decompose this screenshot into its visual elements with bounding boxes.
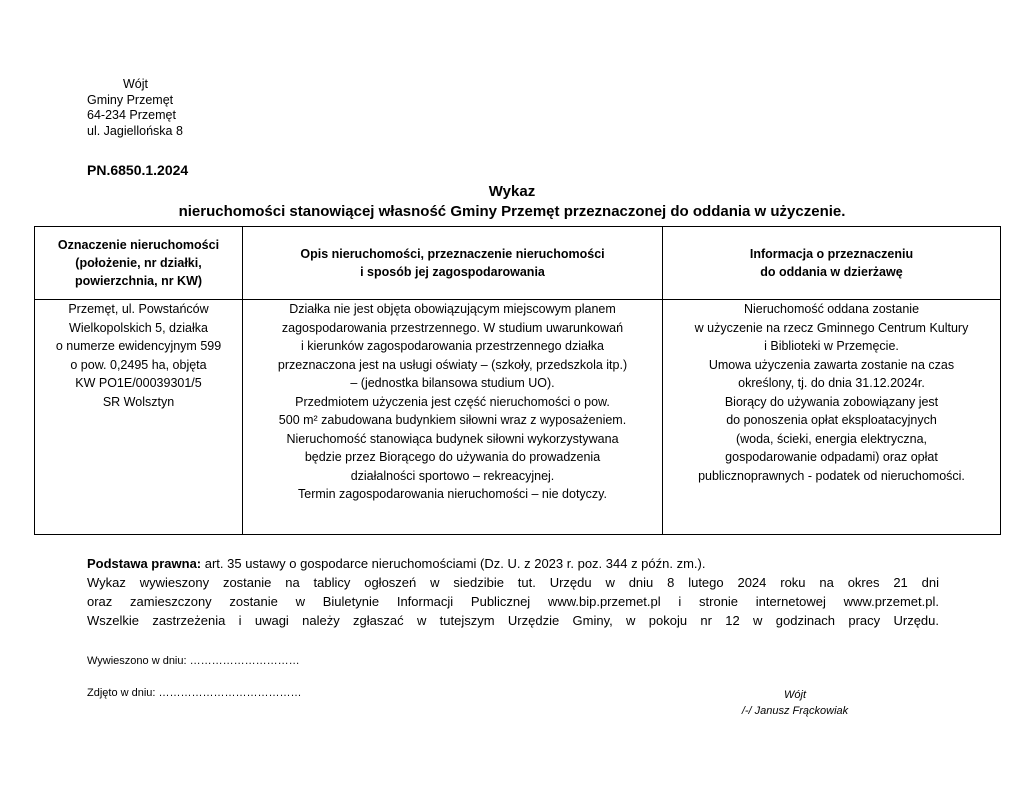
document-title: Wykaz bbox=[488, 183, 536, 200]
signature-title: Wójt bbox=[784, 689, 806, 701]
property-table bbox=[34, 226, 1001, 535]
cell-property-description: Działka nie jest objęta obowiązującym miejscowym planem zagospodarowania przestrzennego. W studium uwarunkowań i kierunków zagospodarowania przestrzennego działka przeznaczona jest na usługi oświaty – (szkoły, przedszkola itp.) – (jednostka bilansowa studium UO). Przedmiotem użyczenia jest część nieruchomości o pow. 500 m² zabudowana budynkiem siłowni wraz z wyposażeniem. Nieruchomość stanowiąca budynek siłowni wykorzystywana będzie przez Biorącego do używania do prowadzenia działalności sportowo – rekreacyjnej. Termin zagospodarowania nieruchomości – nie dotyczy. bbox=[243, 300, 663, 535]
legal-basis-label: Podstawa prawna: bbox=[87, 556, 202, 571]
cell-purpose-info: Nieruchomość oddana zostanie w użyczenie na rzecz Gminnego Centrum Kultury i Biblioteki w Przemęcie. Umowa użyczenia zawarta zostanie na czas określony, tj. do dnia 31.12.2024r. Biorący do używania zobowiązany jest do ponoszenia opłat eksploatacyjnych (woda, ścieki, energia elektryczna, gospodarowanie odpadami) oraz opłat publicznoprawnych - podatek od nieruchomości. bbox=[663, 300, 1001, 535]
table-header-row bbox=[35, 227, 1001, 300]
posting-info-line-2: oraz zamieszczony zostanie w Biuletynie Informacji Publicznej www.bip.przemet.pl i stronie internetowej www.przemet.pl. bbox=[87, 594, 939, 609]
posting-info-line-3: Wszelkie zastrzeżenia i uwagi należy zgłaszać w tutejszym Urzędzie Gminy, w pokoju nr 12 w godzinach pracy Urzędu. bbox=[87, 613, 939, 628]
document-subtitle: nieruchomości stanowiącej własność Gminy Przemęt przeznaczonej do oddania w użyczenie. bbox=[178, 203, 846, 220]
removed-date-field: Zdjęto w dniu: ………………………………… bbox=[87, 687, 302, 699]
posted-date-field: Wywieszono w dniu: ………………………… bbox=[87, 655, 300, 667]
address-line-municipality: Gminy Przemęt bbox=[87, 92, 174, 107]
legal-basis bbox=[87, 554, 939, 573]
cell-property-designation: Przemęt, ul. Powstańców Wielkopolskich 5, działka o numerze ewidencyjnym 599 o pow. 0,2495 ha, objęta KW PO1E/00039301/5 SR Wolsztyn bbox=[35, 300, 243, 535]
legal-section bbox=[87, 554, 939, 630]
address-line-street: ul. Jagiellońska 8 bbox=[87, 123, 183, 138]
legal-basis-text: art. 35 ustawy o gospodarce nieruchomościami (Dz. U. z 2023 r. poz. 344 z późn. zm.). bbox=[201, 556, 706, 571]
header-purpose-info: Informacja o przeznaczeniu do oddania w dzierżawę bbox=[663, 227, 1001, 300]
header-property-description: Opis nieruchomości, przeznaczenie nieruchomości i sposób jej zagospodarowania bbox=[243, 227, 663, 300]
signature-block bbox=[700, 687, 890, 719]
address-block bbox=[87, 77, 183, 139]
reference-number: PN.6850.1.2024 bbox=[87, 162, 189, 178]
signature-name: /-/ Janusz Frąckowiak bbox=[741, 705, 849, 717]
address-line-postal: 64-234 Przemęt bbox=[87, 108, 176, 122]
address-line-office: Wójt bbox=[123, 77, 148, 91]
posting-info-line-1: Wykaz wywieszony zostanie na tablicy ogłoszeń w siedzibie tut. Urzędu w dniu 8 lutego 2024 roku na okres 21 dni bbox=[87, 575, 939, 590]
header-property-designation: Oznaczenie nieruchomości (położenie, nr działki, powierzchnia, nr KW) bbox=[35, 227, 243, 300]
table-row bbox=[35, 300, 1001, 535]
